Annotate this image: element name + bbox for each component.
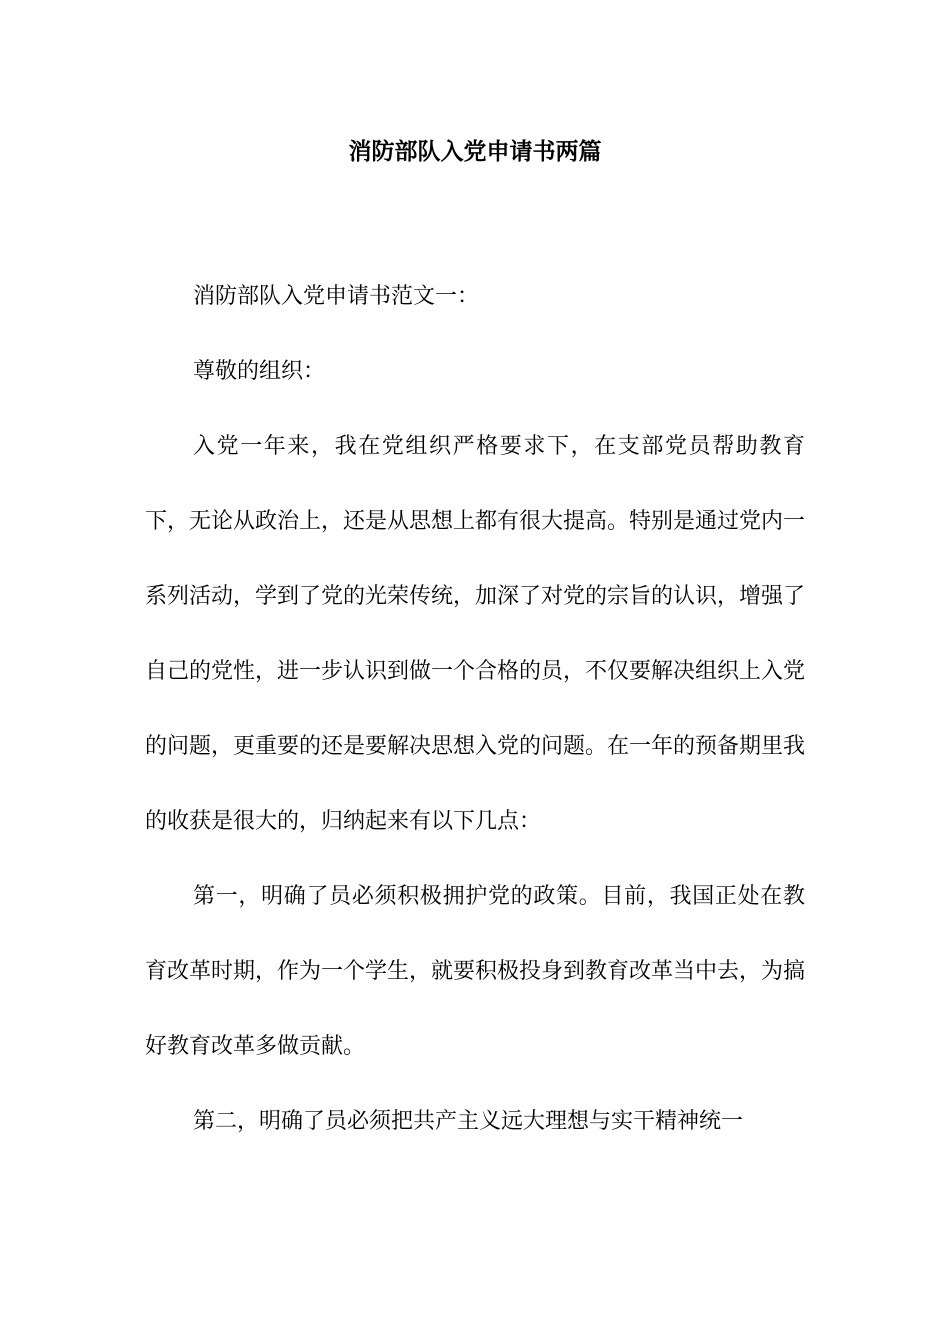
paragraph-point-two: 第二，明确了员必须把共产主义远大理想与实干精神统一 [193, 1109, 744, 1134]
document-body [145, 259, 805, 1159]
document-title: 消防部队入党申请书两篇 [348, 138, 602, 165]
paragraph-intro: 入党一年来，我在党组织严格要求下，在支部党员帮助教育下，无论从政治上，还是从思想上都有很大提高。特别是通过党内一系列活动，学到了党的光荣传统，加深了对党的宗旨的认识，增强了自己的党性，进一步认识到做一个合格的员，不仅要解决组织上入党的问题，更重要的还是要解决思想入党的问题。在一年的预备期里我的收获是很大的，归纳起来有以下几点： [145, 434, 806, 834]
paragraph-point-one: 第一，明确了员必须积极拥护党的政策。目前，我国正处在教育改革时期，作为一个学生，就要积极投身到教育改革当中去，为搞好教育改革多做贡献。 [145, 884, 806, 1059]
paragraph-salutation: 尊敬的组织： [193, 359, 326, 384]
paragraph-heading: 消防部队入党申请书范文一： [193, 284, 480, 309]
